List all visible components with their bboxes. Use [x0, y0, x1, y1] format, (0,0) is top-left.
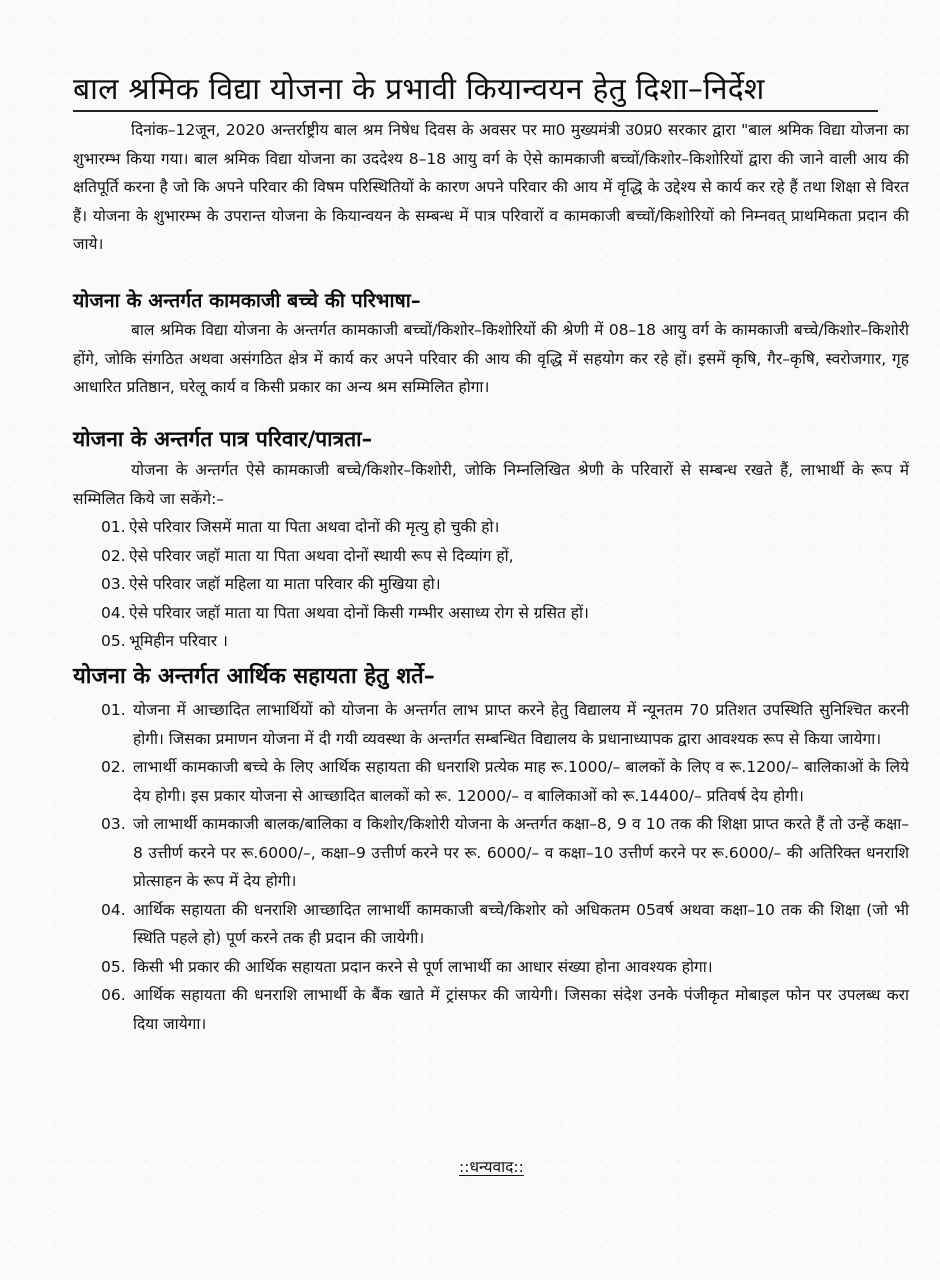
eligibility-item	[101, 542, 909, 571]
item-number: 05.	[101, 632, 126, 650]
condition-item	[101, 696, 909, 753]
item-text: आर्थिक सहायता की धनराशि लाभार्थी के बैंक खाते में ट्रांसफर की जायेगी। जिसका संदेश उनके पंजीकृत मोबाइल फोन पर उपलब्ध करा दिया जायेगा।	[133, 986, 909, 1033]
eligibility-item	[101, 627, 909, 656]
intro-block	[73, 116, 909, 259]
item-text: लाभार्थी कामकाजी बच्चे के लिए आर्थिक सहायता की धनराशि प्रत्येक माह रू.1000/– बालकों के लिए व रू.1200/– बालिकाओं के लिये देय होगी। इस प्रकार योजना से आच्छादित बालकों को रू. 12000/– व बालिकाओं को रू.14400/– प्रतिवर्ष देय होगी।	[133, 758, 909, 805]
item-number: 04.	[101, 900, 126, 919]
eligibility-paragraph: योजना के अन्तर्गत ऐसे कामकाजी बच्चे/किशोर–किशोरी, जोकि निम्नलिखित श्रेणी के परिवारों से सम्बन्ध रखते हैं, लाभार्थी के रूप में सम्मिलित किये जा सकेंगे:–	[73, 461, 909, 508]
title-underline	[73, 110, 878, 112]
item-number: 03.	[101, 575, 126, 593]
eligibility-item	[101, 599, 909, 628]
item-text: ऐसे परिवार जिसमें माता या पिता अथवा दोनों की मृत्यु हो चुकी हो।	[129, 518, 500, 536]
closing-thanks: ::धन्यवाद::	[459, 1158, 524, 1176]
condition-item	[101, 981, 909, 1038]
conditions-heading: योजना के अन्तर्गत आर्थिक सहायता हेतु शर्ते–	[73, 664, 435, 689]
condition-item	[101, 753, 909, 810]
eligibility-item	[101, 570, 909, 599]
definition-heading: योजना के अन्तर्गत कामकाजी बच्चे की परिभाषा–	[73, 289, 421, 312]
item-text: ऐसे परिवार जहॉ माता या पिता अथवा दोनों किसी गम्भीर असाध्य रोग से ग्रसित हों।	[129, 603, 589, 622]
item-text: किसी भी प्रकार की आर्थिक सहायता प्रदान करने से पूर्ण लाभार्थी का आधार संख्या होना आवश्यक होगा।	[133, 957, 713, 976]
eligibility-list	[73, 513, 909, 656]
item-number: 02.	[101, 758, 126, 776]
item-number: 06.	[101, 986, 126, 1004]
condition-item	[101, 896, 909, 953]
item-number: 04.	[101, 603, 126, 622]
eligibility-item	[101, 513, 909, 542]
condition-item	[101, 953, 909, 982]
eligibility-heading: योजना के अन्तर्गत पात्र परिवार/पात्रता–	[73, 427, 373, 451]
definition-paragraph: बाल श्रमिक विद्या योजना के अन्तर्गत कामकाजी बच्चों/किशोर–किशोरियों की श्रेणी में 08–18 आयु वर्ग के कामकाजी बच्चे/किशोर–किशोरी होंगे, जोकि संगठित अथवा असंगठित क्षेत्र में कार्य कर अपने परिवार की आय की वृद्धि में सहयोग कर रहे हों। इसमें कृषि, गैर–कृषि, स्वरोजगार, गृह आधारित प्रतिष्ठान, घरेलू कार्य व किसी प्रकार का अन्य श्रम सम्मिलित होगा।	[73, 321, 909, 396]
item-number: 01.	[101, 518, 126, 536]
item-number: 03.	[101, 815, 126, 833]
item-text: योजना में आच्छादित लाभार्थियों को योजना के अन्तर्गत लाभ प्राप्त करने हेतु विद्यालय में न्यूनतम 70 प्रतिशत उपस्थिति सुनिश्चित करनी होगी। जिसका प्रमाणन योजना में दी गयी व्यवस्था के अन्तर्गत सम्बन्धित विद्यालय के प्रधानाध्यापक द्वारा आवश्यक रूप से किया जायेगा।	[133, 701, 909, 748]
item-number: 01.	[101, 701, 126, 719]
item-text: जो लाभार्थी कामकाजी बालक/बालिका व किशोर/किशोरी योजना के अन्तर्गत कक्षा–8, 9 व 10 तक की शिक्षा प्राप्त करते हैं तो उन्हें कक्षा–8 उत्तीर्ण करने पर रू.6000/–, कक्षा–9 उत्तीर्ण करने पर रू. 6000/– व कक्षा–10 उत्तीर्ण करने पर रू.6000/– की अतिरिक्त धनराशि प्रोत्साहन के रूप में देय होगी।	[133, 815, 909, 890]
eligibility-section	[73, 422, 909, 656]
item-number: 05.	[101, 957, 126, 976]
conditions-section	[73, 660, 909, 1038]
item-text: ऐसे परिवार जहॉ माता या पिता अथवा दोनों स्थायी रूप से दिव्यांग हों,	[129, 546, 514, 565]
document-title: बाल श्रमिक विद्या योजना के प्रभावी कियान्वयन हेतु दिशा–निर्देश	[73, 72, 765, 107]
definition-section	[73, 286, 909, 402]
item-text: ऐसे परिवार जहॉ महिला या माता परिवार की मुखिया हो।	[129, 575, 441, 593]
intro-paragraph: दिनांक–12जून, 2020 अन्तर्राष्ट्रीय बाल श्रम निषेध दिवस के अवसर पर मा0 मुख्यमंत्री उ0प्र0 सरकार द्वारा "बाल श्रमिक विद्या योजना का शुभारम्भ किया गया। बाल श्रमिक विद्या योजना का उददेश्य 8–18 आयु वर्ग के ऐसे कामकाजी बच्चों/किशोर–किशोरियों द्वारा की जाने वाली आय की क्षतिपूर्ति करना है जो कि अपने परिवार की विषम परिस्थितियों के कारण अपने परिवार की आय में वृद्धि के उद्देश्य से कार्य कर रहे हैं तथा शिक्षा से विरत हैं। योजना के शुभारम्भ के उपरान्त योजना के कियान्वयन के सम्बन्ध में पात्र परिवारों व कामकाजी बच्चों/किशोरियों को निम्नवत् प्राथमिकता प्रदान की जाये।	[73, 121, 909, 253]
item-number: 02.	[101, 546, 126, 565]
item-text: भूमिहीन परिवार ।	[129, 632, 228, 650]
item-text: आर्थिक सहायता की धनराशि आच्छादित लाभार्थी कामकाजी बच्चे/किशोर को अधिकतम 05वर्ष अथवा कक्षा–10 तक की शिक्षा (जो भी स्थिति पहले हो) पूर्ण करने तक ही प्रदान की जायेगी।	[133, 900, 909, 947]
condition-item	[101, 810, 909, 896]
conditions-list	[73, 696, 909, 1038]
